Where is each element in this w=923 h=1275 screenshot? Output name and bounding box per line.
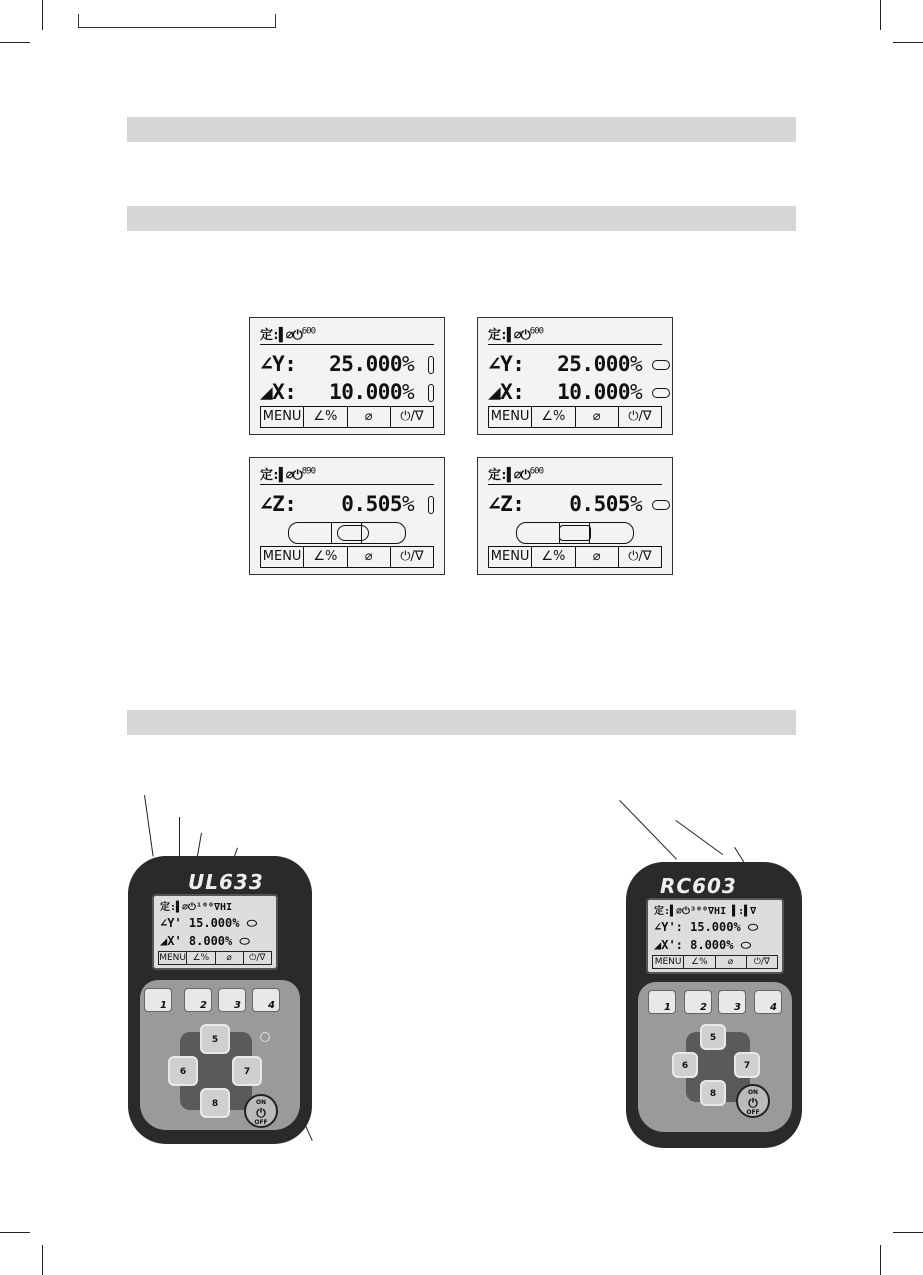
- device-name: UL633: [188, 870, 264, 894]
- softkey-power[interactable]: ⏻/∇: [400, 549, 424, 564]
- device-rc603: [626, 862, 802, 1148]
- arrow-up-button[interactable]: 5: [200, 1024, 230, 1054]
- softkey-diameter[interactable]: ⌀: [576, 407, 619, 427]
- device-ul633: [128, 856, 312, 1144]
- status-line: 定:▌⌀⏻$^{600}$: [488, 326, 544, 343]
- indicator-led: [260, 1032, 270, 1042]
- crop-mark: [893, 42, 923, 43]
- callout-line: [619, 800, 677, 860]
- softkey-diameter[interactable]: ⌀: [576, 547, 619, 567]
- softkey-power[interactable]: ⏻/∇: [400, 409, 424, 424]
- thermometer-icon: [428, 384, 434, 402]
- header-rule: [78, 14, 276, 28]
- power-icon: ⏻: [256, 1106, 266, 1120]
- vial-icon: [652, 360, 670, 370]
- axis-row-z: ∠Z: 0.505%: [488, 492, 670, 516]
- softkey-diameter[interactable]: ⌀: [348, 547, 391, 567]
- softkey-diameter[interactable]: ⌀: [348, 407, 391, 427]
- device-screen: 定:▌⌀⏻¹⁰⁰∇HI ∠Y' 15.000% ⬭ ◢X' 8.000% ⬭ MENU ∠% ⌀ ⏻/∇: [152, 894, 278, 970]
- power-icon: ⏻: [748, 1096, 758, 1110]
- crop-mark: [42, 1245, 43, 1275]
- arrow-left-button[interactable]: 6: [672, 1052, 698, 1078]
- status-line: 定:▌⌀⏻$^{890}$: [260, 466, 316, 483]
- power-button[interactable]: ON ⏻ OFF: [736, 1084, 770, 1118]
- device-softkeys: MENU ∠% ⌀ ⏻/∇: [652, 955, 778, 969]
- arrow-left-button[interactable]: 6: [168, 1056, 198, 1086]
- softkey-grade[interactable]: ∠%: [532, 547, 575, 567]
- power-button[interactable]: ON ⏻ OFF: [244, 1094, 278, 1128]
- softkey-menu[interactable]: MENU: [261, 407, 304, 427]
- callout-line: [144, 795, 154, 857]
- section-bar: [127, 206, 796, 231]
- vial-icon: [652, 388, 670, 398]
- function-key-3[interactable]: 3: [718, 990, 746, 1014]
- callout-line: [675, 820, 723, 855]
- device-name: RC603: [660, 874, 737, 898]
- function-key-1[interactable]: 1: [144, 988, 172, 1012]
- status-line: 定:▌⌀⏻$^{600}$: [488, 466, 544, 483]
- axis-row-y: ∠Y: 25.000%: [488, 352, 670, 376]
- softkey-bar: [260, 546, 434, 568]
- function-key-2[interactable]: 2: [184, 988, 212, 1012]
- softkey-menu[interactable]: MENU: [489, 407, 532, 427]
- arrow-down-button[interactable]: 8: [200, 1088, 230, 1118]
- callout-line: [734, 847, 744, 863]
- lcd-display-single-vial: [477, 457, 673, 575]
- axis-row-y: ∠Y: 25.000%: [260, 352, 434, 376]
- softkey-power[interactable]: ⏻/∇: [628, 409, 652, 424]
- crop-mark: [42, 0, 43, 30]
- softkey-menu[interactable]: MENU: [261, 547, 304, 567]
- crop-mark: [0, 1232, 30, 1233]
- status-line: 定:▌⌀⏻$^{600}$: [260, 326, 316, 343]
- arrow-right-button[interactable]: 7: [232, 1056, 262, 1086]
- arrow-right-button[interactable]: 7: [734, 1052, 760, 1078]
- crop-mark: [880, 0, 881, 30]
- axis-row-x: ◢X: 10.000%: [488, 380, 670, 404]
- lcd-display-dual-thermometer: [249, 317, 445, 435]
- function-key-4[interactable]: 4: [754, 990, 782, 1014]
- crop-mark: [893, 1232, 923, 1233]
- function-key-4[interactable]: 4: [252, 988, 280, 1012]
- softkey-menu[interactable]: MENU: [489, 547, 532, 567]
- lcd-display-dual-vial: [477, 317, 673, 435]
- softkey-grade[interactable]: ∠%: [532, 407, 575, 427]
- lcd-display-single-thermometer: [249, 457, 445, 575]
- thermometer-icon: [428, 496, 434, 514]
- arrow-up-button[interactable]: 5: [700, 1024, 726, 1050]
- level-vial: [516, 522, 634, 544]
- softkey-bar: [260, 406, 434, 428]
- level-vial: [288, 522, 406, 544]
- keypad-area: [638, 982, 792, 1132]
- crop-mark: [880, 1245, 881, 1275]
- softkey-bar: [488, 546, 662, 568]
- softkey-grade[interactable]: ∠%: [304, 547, 347, 567]
- function-key-1[interactable]: 1: [648, 990, 676, 1014]
- section-bar: [127, 117, 796, 142]
- vial-icon: [652, 500, 670, 510]
- axis-row-x: ◢X: 10.000%: [260, 380, 434, 404]
- device-screen: 定:▌⌀⏻³⁰⁰∇HI ▌:▌∇ ∠Y': 15.000% ⬭ ◢X': 8.000% ⬭ MENU ∠% ⌀ ⏻/∇: [646, 898, 784, 974]
- softkey-power[interactable]: ⏻/∇: [628, 549, 652, 564]
- device-softkeys: MENU ∠% ⌀ ⏻/∇: [158, 951, 272, 965]
- crop-mark: [0, 42, 30, 43]
- callout-line: [179, 817, 180, 859]
- thermometer-icon: [428, 356, 434, 374]
- softkey-bar: [488, 406, 662, 428]
- function-key-3[interactable]: 3: [218, 988, 246, 1012]
- axis-row-z: ∠Z: 0.505%: [260, 492, 434, 516]
- section-bar: [127, 710, 796, 735]
- softkey-grade[interactable]: ∠%: [304, 407, 347, 427]
- arrow-down-button[interactable]: 8: [700, 1080, 726, 1106]
- function-key-2[interactable]: 2: [684, 990, 712, 1014]
